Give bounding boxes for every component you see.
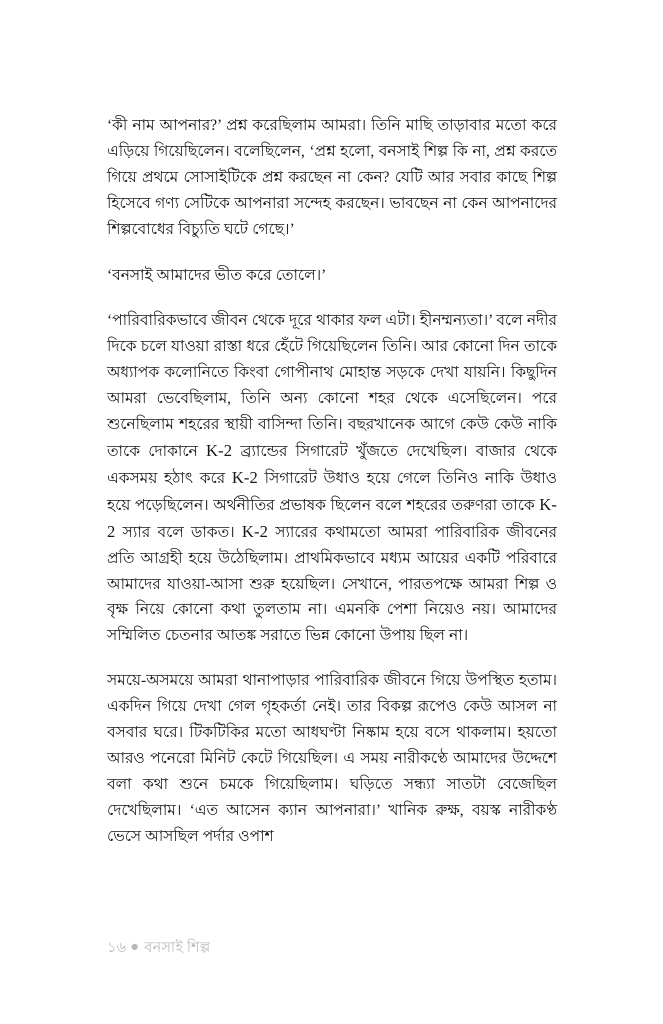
paragraph-3-segment-3: সিগারেট উধাও হয়ে গেলে তিনিও নাকি উধাও হয়ে পড়েছিলেন। অর্থনীতির প্রভাষক ছিলেন বলে শহরের তরুণরা তাকে [107,469,557,514]
page-footer [107,938,210,958]
footer-book-title: বনসাই শিল্প [144,940,211,956]
footer-separator-dot-icon: ● [130,939,140,955]
paragraph-3-segment-1: ‘পারিবারিকভাবে জীবন থেকে দূরে থাকার ফল এটা। হীনম্মন্যতা।’ বলে নদীর দিকে চলে যাওয়া রাস্তা ধরে হেঁটে গিয়েছিলেন তিনি। আর কোনো দিন তাকে অধ্যাপক কলোনিতে কিংবা গোপীনাথ মোহান্ত সড়কে দেখা যায়নি। কিছুদিন আমরা ভেবেছিলাম, তিনি অন্য কোনো শহর থেকে এসেছিলেন। পরে শুনেছিলাম শহরের স্থায়ী বাসিন্দা তিনি। বছরখানেক আগে কেউ কেউ নাকি তাকে দোকানে [107,312,557,460]
brand-token-k2-second: K-2 [231,467,258,487]
paragraph-3-segment-4: স্যার বলে ডাকত। [115,523,242,541]
page-text-column [107,113,557,850]
paragraph-1: ‘কী নাম আপনার?’ প্রশ্ন করেছিলাম আমরা। তিনি মাছি তাড়াবার মতো করে এড়িয়ে গিয়েছিলেন। বলেছিলেন, ‘প্রশ্ন হলো, বনসাই শিল্প কি না, প্রশ্ন করতে গিয়ে প্রথমে সোসাইটিকে প্রশ্ন করছেন না কেন? যেটি আর সবার কাছে শিল্প হিসেবে গণ্য সেটিকে আপনারা সন্দেহ করছেন। ভাবছেন না কেন আপনাদের শিল্পবোধের বিচ্যুতি ঘটে গেছে।’ [107,117,557,238]
paragraph-2: ‘বনসাই আমাদের ভীত করে তোলে।’ [107,266,327,284]
paragraph-4: সময়ে-অসময়ে আমরা থানাপাড়ার পারিবারিক জীবনে গিয়ে উপস্থিত হতাম। একদিন গিয়ে দেখা গেল গৃহকর্তা নেই। তার বিকল্প রূপেও কেউ আসল না বসবার ঘরে। টিকটিকির মতো আধঘণ্টা নিষ্কাম হয়ে বসে থাকলাম। হয়তো আরও পনেরো মিনিট কেটে গিয়েছিল। এ সময় নারীকণ্ঠে আমাদের উদ্দেশে বলা কথা শুনে চমকে গিয়েছিলাম। ঘড়িতে সন্ধ্যা সাতটা বেজেছিল দেখেছিলাম। ‘এত আসেন ক্যান আপনারা।’ খানিক রুক্ষ, বয়স্ক নারীকণ্ঠ ভেসে আসছিল পর্দার ওপাশ [107,672,557,845]
paragraph-3-segment-2: ব্র্যান্ডের সিগারেট খুঁজতে দেখেছিল। বাজার থেকে একসময় হঠাৎ করে [107,442,557,487]
brand-token-k2-first: K-2 [206,440,233,460]
footer-page-number: ১৬ [107,940,127,956]
paragraph-3 [107,308,557,649]
paragraph-3-segment-5: স্যারের কথামতো আমরা পারিবারিক জীবনের প্রতি আগ্রহী হয়ে উঠেছিলাম। প্রাথমিকভাবে মধ্যম আয়ের একটি পরিবারে আমাদের যাওয়া-আসা শুরু হয়েছিল। সেখানে, পারতপক্ষে আমরা শিল্প ও বৃক্ষ নিয়ে কোনো কথা তুলতাম না। এমনকি পেশা নিয়েও নয়। আমাদের সম্মিলিত চেতনার আতঙ্ক সরাতে ভিন্ন কোনো উপায় ছিল না। [107,523,557,645]
brand-token-k2-fourth: K-2 [241,521,269,541]
brand-token-k2-third: K-2 [107,494,557,541]
